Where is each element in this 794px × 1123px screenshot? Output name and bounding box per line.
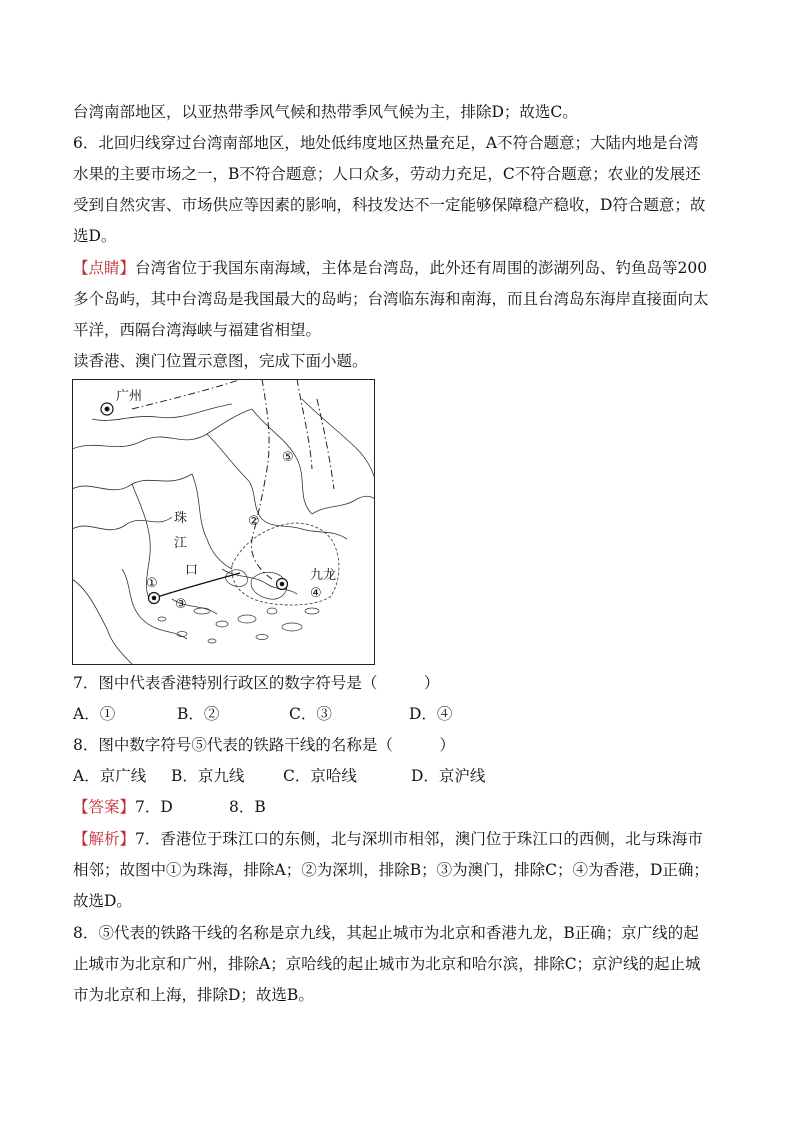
jiexi-tag: 【解析】 [73,830,136,848]
marker-4: ④ [310,586,322,601]
question-7: 7．图中代表香港特别行政区的数字符号是（ ） [73,674,440,692]
dianjing-line [73,258,733,278]
text-line: 平洋，西隔台湾海峡与福建省相望。 [73,321,322,339]
text-line: 多个岛屿，其中台湾岛是我国最大的岛屿；台湾临东海和南海，而且台湾岛东海岸直接面向太 [73,290,709,308]
option-d: D．京沪线 [411,767,486,785]
text-line: 水果的主要市场之一，B不符合题意；人口众多，劳动力充足，C不符合题意；农业的发展还 [73,165,701,183]
label-kou: 口 [185,563,199,578]
hk-macau-location-map [72,379,375,665]
text-line: 故选D。 [73,892,132,910]
answer-line [73,797,733,817]
label-zhu: 珠 [174,511,188,526]
answer-tag: 【答案】 [73,798,136,816]
text-line: 6．北回归线穿过台湾南部地区，地处低纬度地区热量充足，A不符合题意；大陆内地是台湾 [73,134,699,152]
label-guangzhou: 广州 [116,389,143,404]
option-a: A．① [73,705,116,723]
text-line: 选D。 [73,227,117,245]
text-line: 台湾南部地区，以亚热带季风气候和热带季风气候为主，排除D；故选C。 [73,103,578,121]
option-a: A．京广线 [73,767,147,785]
label-jiulong: 九龙 [310,568,337,583]
option-b: B．② [177,705,220,723]
option-c: C．京哈线 [283,767,357,785]
marker-2: ② [248,514,260,529]
label-jiang: 江 [174,536,188,551]
question-7-options [73,704,733,724]
dianjing-tag: 【点睛】 [73,259,136,277]
jiexi-text: 7．香港位于珠江口的东侧，北与深圳市相邻，澳门位于珠江口的西侧，北与珠海市 [135,830,703,848]
option-b: B．京九线 [171,767,245,785]
text-line: 止城市为北京和广州，排除A；京哈线的起止城市为北京和哈尔滨，排除C；京沪线的起止城 [73,955,701,973]
text-line: 8．⑤代表的铁路干线的名称是京九线，其起止城市为北京和香港九龙，B正确；京广线的起 [73,924,699,942]
answer-8: 8．B [229,798,266,816]
macau-marker [149,593,160,604]
marker-1: ① [146,576,158,591]
dianjing-text: 台湾省位于我国东南海域，主体是台湾岛，此外还有周围的澎湖列岛、钓鱼岛等200 [135,259,708,277]
hongkong-marker [277,579,288,590]
guangzhou-marker [101,403,113,415]
text-line: 市为北京和上海，排除D；故选B。 [73,986,314,1004]
text-line: 相邻；故图中①为珠海，排除A；②为深圳，排除B；③为澳门，排除C；④为香港，D正确； [73,861,709,879]
answer-7: 7．D [135,798,173,816]
option-d: D．④ [409,705,453,723]
text-line: 受到自然灾害、市场供应等因素的影响，科技发达不一定能够保障稳产稳收，D符合题意；故 [73,196,706,214]
jiexi-line [73,829,733,849]
marker-3: ③ [175,597,187,612]
marker-5: ⑤ [282,450,294,465]
question-8: 8．图中数字符号⑤代表的铁路干线的名称是（ ） [73,736,455,754]
question-8-options [73,766,733,786]
question-intro: 读香港、澳门位置示意图，完成下面小题。 [73,352,368,370]
option-c: C．③ [289,705,332,723]
